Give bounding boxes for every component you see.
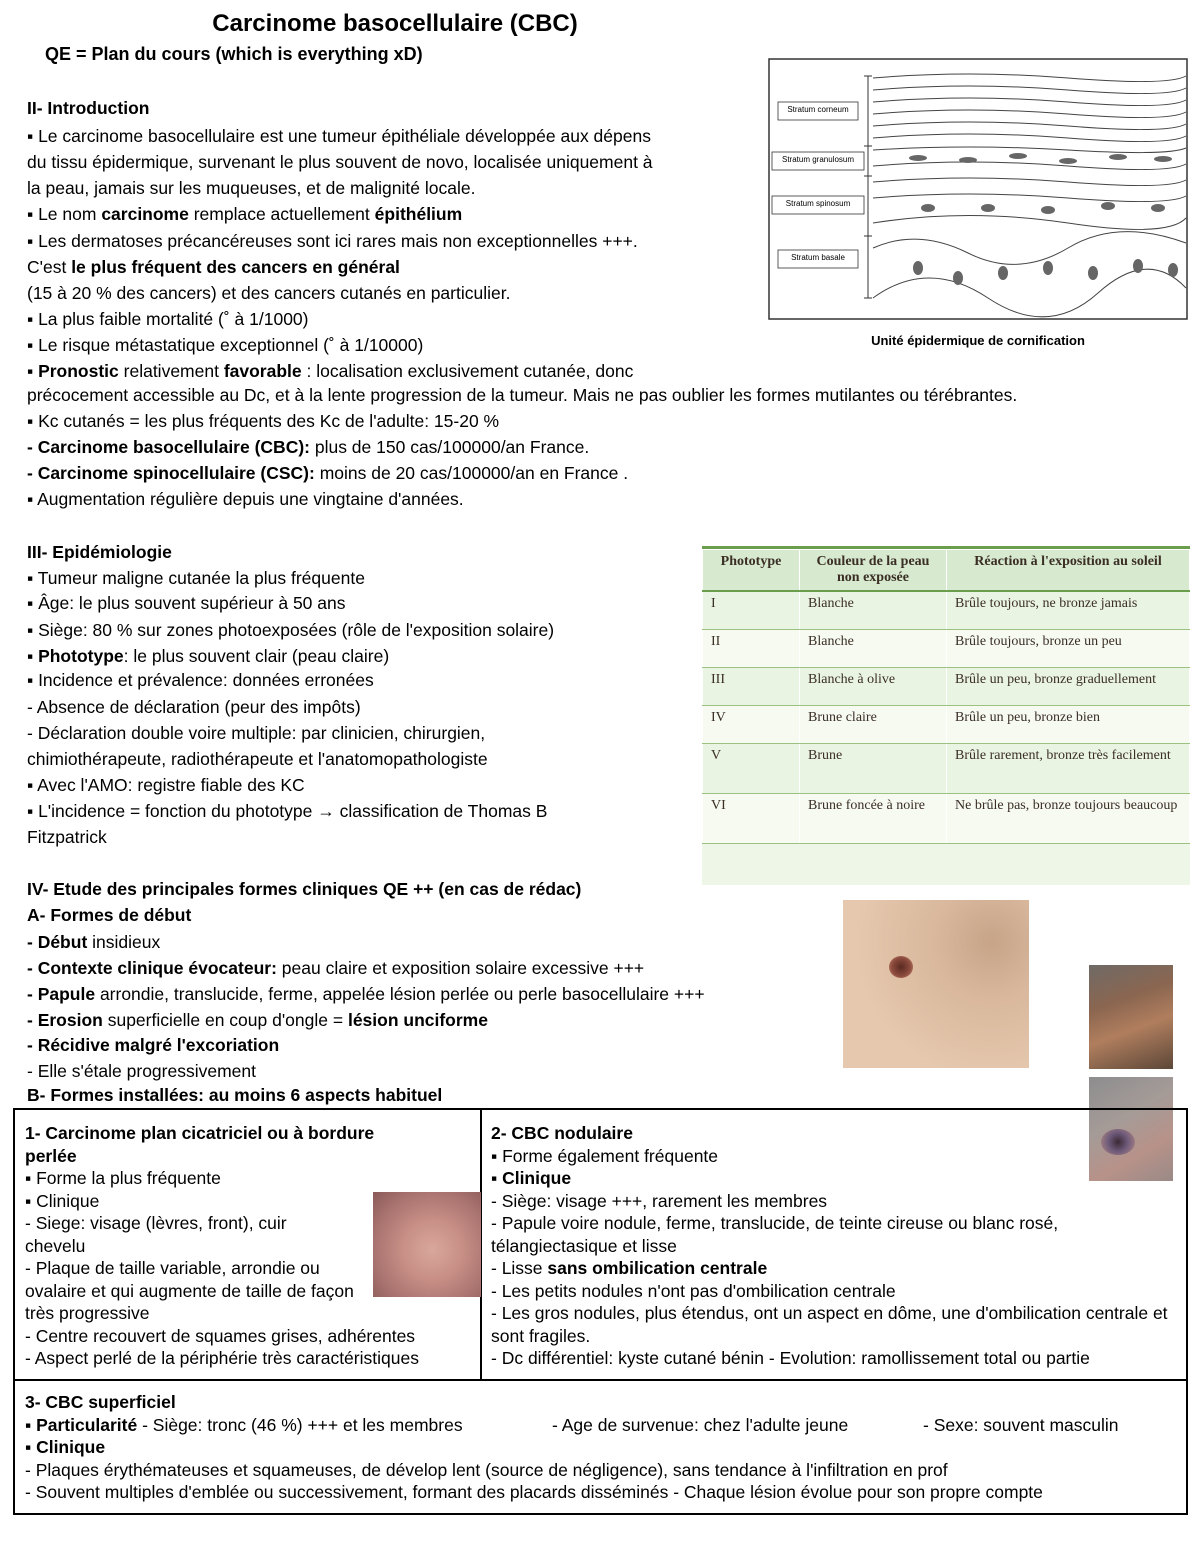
intro-line: (15 à 20 % des cancers) et des cancers cutanés en particulier.	[27, 283, 511, 303]
formes-a-heading: A- Formes de début	[27, 905, 192, 925]
intro-line: ▪ Les dermatoses précancéreuses sont ici rares mais non exceptionnelles +++.	[27, 231, 638, 251]
box2-heading: 2- CBC nodulaire	[491, 1123, 633, 1143]
formes-line: - Contexte clinique évocateur: peau claire et exposition solaire excessive +++	[27, 958, 645, 978]
intro-line: du tissu épidermique, survenant le plus souvent de novo, localisée uniquement à	[27, 152, 653, 172]
table-cell: Brune claire	[800, 705, 947, 743]
epidemio-line: chimiothérapeute, radiothérapeute et l'anatomopathologiste	[27, 749, 488, 769]
intro-line: ▪ Pronostic relativement favorable : localisation exclusivement cutanée, donc	[27, 361, 634, 381]
figure-label: Stratum spinosum	[785, 199, 851, 208]
box2-line: - Papule voire nodule, ferme, translucide, de teinte cireuse ou blanc rosé, télangiectasique et lisse	[491, 1213, 1059, 1256]
table-cell: I	[703, 591, 800, 629]
box3-line: ▪ Particularité - Siège: tronc (46 %) +++ et les membres - Age de survenue: chez l'adulte jeune - Sexe: souvent masculin	[25, 1414, 1119, 1435]
intro-line: ▪ Le risque métastatique exceptionnel (˚ à 1/10000)	[27, 335, 424, 355]
page-subtitle: QE = Plan du cours (which is everything xD)	[45, 44, 423, 64]
intro-heading: II- Introduction	[27, 98, 150, 118]
formes-line: - Erosion superficielle en coup d'ongle = lésion unciforme	[27, 1010, 488, 1030]
box1-line: - Plaque de taille variable, arrondie ou ovalaire et qui augmente de taille de façon très progressive	[25, 1258, 354, 1323]
epidemio-line: ▪ Incidence et prévalence: données erronées	[27, 670, 374, 690]
box1-line: - Centre recouvert de squames grises, adhérentes	[25, 1325, 416, 1346]
box1-line: - Aspect perlé de la périphérie très caractéristiques	[25, 1348, 419, 1368]
table-cell: Brûle rarement, bronze très facilement	[947, 743, 1190, 793]
epidemio-line: ▪ Tumeur maligne cutanée la plus fréquente	[27, 568, 365, 588]
box2-line: - Dc différentiel: kyste cutané bénin - Evolution: ramollissement total ou partie	[491, 1348, 1090, 1368]
box1-heading: 1- Carcinome plan cicatriciel ou à bordure perlée	[25, 1123, 375, 1166]
formes-heading: IV- Etude des principales formes cliniques QE ++ (en cas de rédac)	[27, 879, 582, 899]
table-cell: Brune foncée à noire	[800, 793, 947, 843]
box2-line: - Siège: visage +++, rarement les membres	[491, 1190, 828, 1211]
epidemio-line: ▪ Avec l'AMO: registre fiable des KC	[27, 775, 305, 795]
table-cell: Ne brûle pas, bronze toujours beaucoup	[947, 793, 1190, 843]
intro-line: ▪ Augmentation régulière depuis une vingtaine d'années.	[27, 489, 464, 509]
box1-line: ▪ Forme la plus fréquente	[25, 1168, 221, 1188]
intro-line: - Carcinome spinocellulaire (CSC): moins de 20 cas/100000/an en France .	[27, 463, 629, 483]
box3-line: - Souvent multiples d'emblée ou successivement, formant des placards disséminés - Chaque lésion évolue pour son propre compte	[25, 1482, 1043, 1502]
box2-line: - Lisse sans ombilication centrale	[491, 1258, 768, 1278]
box1-line: - Siege: visage (lèvres, front), cuir chevelu	[25, 1213, 287, 1256]
table-cell: Blanche	[800, 629, 947, 667]
table-cell: VI	[703, 793, 800, 843]
table-cell: Brûle un peu, bronze bien	[947, 705, 1190, 743]
table-header: Couleur de la peau non exposée	[800, 550, 947, 592]
epidemio-line: - Absence de déclaration (peur des impôts)	[27, 697, 361, 717]
figure-caption: Unité épidermique de cornification	[871, 333, 1085, 348]
table-cell: Brûle toujours, ne bronze jamais	[947, 591, 1190, 629]
formes-b-heading: B- Formes installées: au moins 6 aspects habituel	[27, 1085, 443, 1105]
table-cell: Brûle toujours, bronze un peu	[947, 629, 1190, 667]
epidemio-line: Fitzpatrick	[27, 827, 107, 847]
epidemio-line: ▪ Phototype: le plus souvent clair (peau claire)	[27, 646, 390, 666]
table-cell: V	[703, 743, 800, 793]
epidemio-line: ▪ Âge: le plus souvent supérieur à 50 ans	[27, 593, 346, 613]
table-row	[703, 629, 1190, 667]
phototype-table	[702, 546, 1190, 885]
table-cell: Blanche à olive	[800, 667, 947, 705]
formes-line: - Papule arrondie, translucide, ferme, appelée lésion perlée ou perle basocellulaire +++	[27, 984, 705, 1004]
lesion-mark	[889, 956, 913, 978]
box1-line: ▪ Clinique	[25, 1190, 100, 1211]
page-title: Carcinome basocellulaire (CBC)	[212, 10, 578, 37]
box2-line: - Les petits nodules n'ont pas d'ombilication centrale	[491, 1280, 896, 1301]
table-row	[703, 793, 1190, 843]
epidemio-line: ▪ L'incidence = fonction du phototype → classification de Thomas B	[27, 801, 548, 821]
intro-line: ▪ La plus faible mortalité (˚ à 1/1000)	[27, 309, 309, 329]
table-header: Phototype	[703, 550, 800, 592]
intro-line: précocement accessible au Dc, et à la lente progression de la tumeur. Mais ne pas oublier les formes mutilantes ou térébrantes.	[27, 385, 1018, 405]
table-row	[703, 743, 1190, 793]
figure-label: Stratum granulosum	[781, 155, 855, 164]
clinical-photo-nose	[373, 1192, 481, 1297]
formes-line: - Récidive malgré l'excoriation	[27, 1035, 280, 1055]
box2-line: - Les gros nodules, plus étendus, ont un aspect en dôme, une d'ombilication centrale et sont fragiles.	[491, 1303, 1168, 1346]
intro-line: ▪ Le nom carcinome remplace actuellement épithélium	[27, 204, 463, 224]
table-header: Réaction à l'exposition au soleil	[947, 550, 1190, 592]
table-row	[703, 591, 1190, 629]
box2-line: ▪ Clinique	[491, 1168, 572, 1188]
box3-heading: 3- CBC superficiel	[25, 1392, 176, 1412]
intro-line: - Carcinome basocellulaire (CBC): plus de 150 cas/100000/an France.	[27, 437, 590, 457]
formes-line: - Elle s'étale progressivement	[27, 1061, 256, 1081]
table-cell: III	[703, 667, 800, 705]
box2-content	[491, 1122, 1181, 1370]
box2-line: ▪ Forme également fréquente	[491, 1145, 719, 1166]
table-cell: Blanche	[800, 591, 947, 629]
epidemio-heading: III- Epidémiologie	[27, 542, 172, 562]
intro-line: C'est le plus fréquent des cancers en général	[27, 257, 400, 277]
clinical-photo-papule	[843, 900, 1029, 1068]
epidermis-figure	[768, 58, 1188, 320]
epidemio-line: - Déclaration double voire multiple: par clinicien, chirurgien,	[27, 723, 486, 743]
table-cell: Brûle un peu, bronze graduellement	[947, 667, 1190, 705]
box3-line: ▪ Clinique	[25, 1437, 106, 1457]
table-cell: IV	[703, 705, 800, 743]
epidemio-line: ▪ Siège: 80 % sur zones photoexposées (rôle de l'exposition solaire)	[27, 620, 555, 640]
table-row	[703, 667, 1190, 705]
intro-line: la peau, jamais sur les muqueuses, et de malignité locale.	[27, 178, 476, 198]
figure-label: Stratum basale	[791, 253, 845, 262]
table-row	[703, 705, 1190, 743]
intro-line: ▪ Kc cutanés = les plus fréquents des Kc de l'adulte: 15-20 %	[27, 411, 500, 431]
formes-line: - Début insidieux	[27, 932, 161, 952]
table-cell: II	[703, 629, 800, 667]
box3-line: - Plaques érythémateuses et squameuses, de dévelop lent (source de négligence), sans tendance à l'infiltration en prof	[25, 1459, 948, 1480]
figure-label: Stratum corneum	[787, 105, 849, 114]
table-cell: Brune	[800, 743, 947, 793]
box3-content	[25, 1391, 1185, 1504]
clinical-photo-face	[1089, 965, 1173, 1069]
intro-line: ▪ Le carcinome basocellulaire est une tumeur épithéliale développée aux dépens	[27, 126, 651, 146]
